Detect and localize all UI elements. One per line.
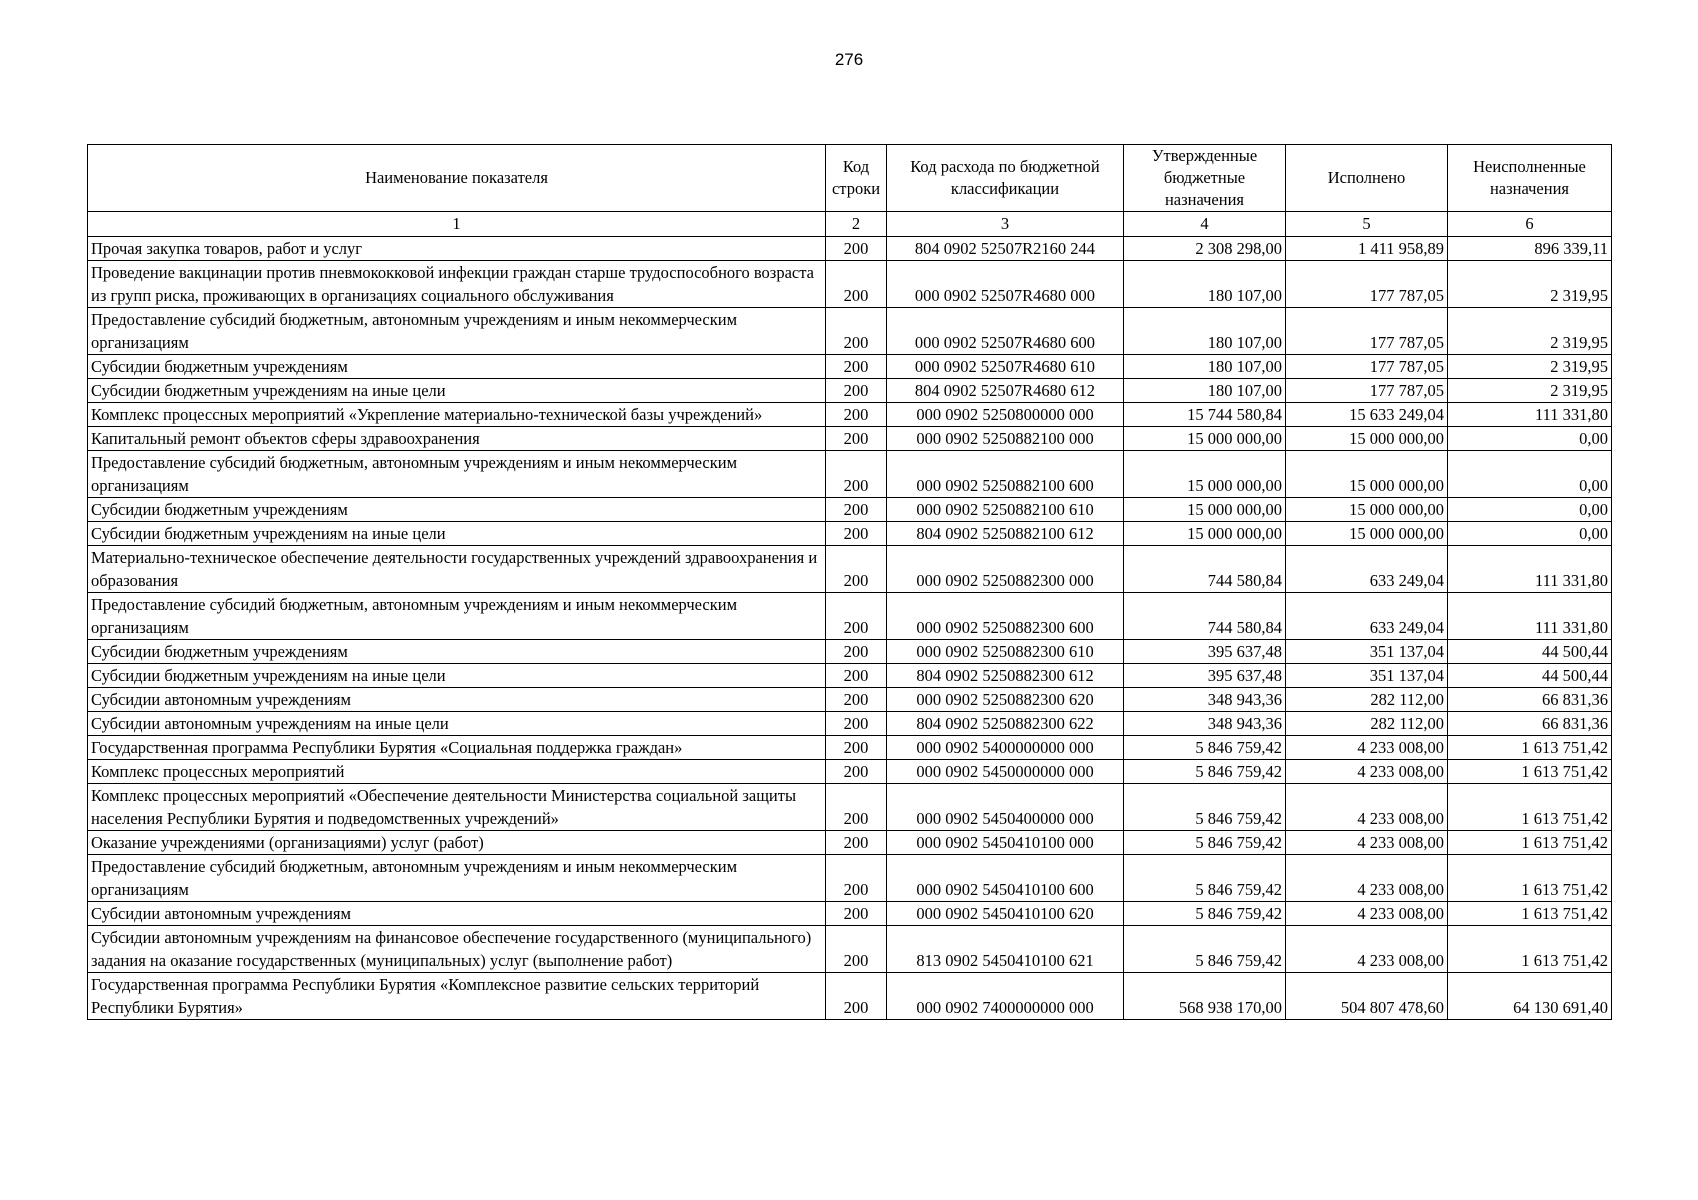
column-number: 3: [887, 212, 1124, 237]
header-executed: Исполнено: [1286, 145, 1448, 212]
budget-code-cell: 804 0902 52507R2160 244: [887, 237, 1124, 261]
table-row: [88, 403, 1612, 427]
approved-amount-cell: 744 580,84: [1124, 593, 1286, 640]
indicator-name-cell: Капитальный ремонт объектов сферы здравоохранения: [88, 427, 826, 451]
indicator-name-cell: Комплекс процессных мероприятий «Укрепление материально-технической базы учреждений»: [88, 403, 826, 427]
budget-code-cell: 000 0902 5450410100 600: [887, 855, 1124, 902]
unexecuted-amount-cell: 0,00: [1448, 498, 1612, 522]
approved-amount-cell: 5 846 759,42: [1124, 760, 1286, 784]
executed-amount-cell: 633 249,04: [1286, 546, 1448, 593]
approved-amount-cell: 744 580,84: [1124, 546, 1286, 593]
table-row: [88, 451, 1612, 498]
approved-amount-cell: 5 846 759,42: [1124, 831, 1286, 855]
executed-amount-cell: 282 112,00: [1286, 688, 1448, 712]
indicator-name-cell: Субсидии бюджетным учреждениям на иные цели: [88, 522, 826, 546]
table-row: [88, 427, 1612, 451]
indicator-name-cell: Субсидии автономным учреждениям на финансовое обеспечение государственного (муниципального) задания на оказание государственных (муниципальных) услуг (выполнение работ): [88, 926, 826, 973]
table-row: [88, 712, 1612, 736]
line-code-cell: 200: [826, 831, 887, 855]
executed-amount-cell: 4 233 008,00: [1286, 855, 1448, 902]
approved-amount-cell: 5 846 759,42: [1124, 902, 1286, 926]
executed-amount-cell: 15 000 000,00: [1286, 451, 1448, 498]
budget-code-cell: 804 0902 52507R4680 612: [887, 379, 1124, 403]
indicator-name-cell: Субсидии автономным учреждениям: [88, 688, 826, 712]
unexecuted-amount-cell: 2 319,95: [1448, 355, 1612, 379]
indicator-name-cell: Комплекс процессных мероприятий «Обеспечение деятельности Министерства социальной защиты населения Республики Бурятия и подведомственных учреждений»: [88, 784, 826, 831]
executed-amount-cell: 4 233 008,00: [1286, 926, 1448, 973]
executed-amount-cell: 15 000 000,00: [1286, 498, 1448, 522]
line-code-cell: 200: [826, 973, 887, 1020]
indicator-name-cell: Государственная программа Республики Бурятия «Комплексное развитие сельских территорий Республики Бурятия»: [88, 973, 826, 1020]
unexecuted-amount-cell: 64 130 691,40: [1448, 973, 1612, 1020]
unexecuted-amount-cell: 2 319,95: [1448, 261, 1612, 308]
approved-amount-cell: 15 744 580,84: [1124, 403, 1286, 427]
table-row: [88, 261, 1612, 308]
indicator-name-cell: Субсидии бюджетным учреждениям на иные цели: [88, 379, 826, 403]
indicator-name-cell: Комплекс процессных мероприятий: [88, 760, 826, 784]
executed-amount-cell: 177 787,05: [1286, 261, 1448, 308]
line-code-cell: 200: [826, 308, 887, 355]
approved-amount-cell: 180 107,00: [1124, 308, 1286, 355]
line-code-cell: 200: [826, 855, 887, 902]
line-code-cell: 200: [826, 427, 887, 451]
executed-amount-cell: 177 787,05: [1286, 379, 1448, 403]
line-code-cell: 200: [826, 522, 887, 546]
indicator-name-cell: Субсидии бюджетным учреждениям: [88, 498, 826, 522]
line-code-cell: 200: [826, 784, 887, 831]
budget-code-cell: 000 0902 5450410100 000: [887, 831, 1124, 855]
budget-code-cell: 000 0902 7400000000 000: [887, 973, 1124, 1020]
table-row: [88, 902, 1612, 926]
line-code-cell: 200: [826, 664, 887, 688]
approved-amount-cell: 180 107,00: [1124, 261, 1286, 308]
column-number: 1: [88, 212, 826, 237]
approved-amount-cell: 395 637,48: [1124, 664, 1286, 688]
approved-amount-cell: 15 000 000,00: [1124, 427, 1286, 451]
approved-amount-cell: 5 846 759,42: [1124, 926, 1286, 973]
executed-amount-cell: 15 000 000,00: [1286, 522, 1448, 546]
approved-amount-cell: 180 107,00: [1124, 355, 1286, 379]
executed-amount-cell: 504 807 478,60: [1286, 973, 1448, 1020]
indicator-name-cell: Предоставление субсидий бюджетным, автономным учреждениям и иным некоммерческим организациям: [88, 855, 826, 902]
approved-amount-cell: 15 000 000,00: [1124, 498, 1286, 522]
line-code-cell: 200: [826, 902, 887, 926]
table-row: [88, 688, 1612, 712]
indicator-name-cell: Оказание учреждениями (организациями) услуг (работ): [88, 831, 826, 855]
unexecuted-amount-cell: 896 339,11: [1448, 237, 1612, 261]
budget-code-cell: 000 0902 5250882300 000: [887, 546, 1124, 593]
executed-amount-cell: 633 249,04: [1286, 593, 1448, 640]
unexecuted-amount-cell: 111 331,80: [1448, 593, 1612, 640]
executed-amount-cell: 15 633 249,04: [1286, 403, 1448, 427]
indicator-name-cell: Субсидии автономным учреждениям: [88, 902, 826, 926]
unexecuted-amount-cell: 1 613 751,42: [1448, 736, 1612, 760]
executed-amount-cell: 4 233 008,00: [1286, 760, 1448, 784]
budget-code-cell: 000 0902 5250882300 620: [887, 688, 1124, 712]
unexecuted-amount-cell: 0,00: [1448, 522, 1612, 546]
table-row: [88, 855, 1612, 902]
budget-code-cell: 000 0902 5250882100 610: [887, 498, 1124, 522]
executed-amount-cell: 351 137,04: [1286, 640, 1448, 664]
line-code-cell: 200: [826, 760, 887, 784]
approved-amount-cell: 5 846 759,42: [1124, 855, 1286, 902]
column-number: 4: [1124, 212, 1286, 237]
budget-code-cell: 804 0902 5250882100 612: [887, 522, 1124, 546]
indicator-name-cell: Предоставление субсидий бюджетным, автономным учреждениям и иным некоммерческим организациям: [88, 593, 826, 640]
table-row: [88, 237, 1612, 261]
header-approved: Утвержденные бюджетные назначения: [1124, 145, 1286, 212]
line-code-cell: 200: [826, 688, 887, 712]
budget-code-cell: 000 0902 5250882100 600: [887, 451, 1124, 498]
budget-code-cell: 000 0902 5450410100 620: [887, 902, 1124, 926]
line-code-cell: 200: [826, 379, 887, 403]
unexecuted-amount-cell: 0,00: [1448, 427, 1612, 451]
budget-code-cell: 000 0902 52507R4680 600: [887, 308, 1124, 355]
executed-amount-cell: 351 137,04: [1286, 664, 1448, 688]
approved-amount-cell: 348 943,36: [1124, 712, 1286, 736]
table-row: [88, 784, 1612, 831]
table-row: [88, 546, 1612, 593]
table-row: [88, 760, 1612, 784]
line-code-cell: 200: [826, 640, 887, 664]
approved-amount-cell: 180 107,00: [1124, 379, 1286, 403]
unexecuted-amount-cell: 1 613 751,42: [1448, 926, 1612, 973]
budget-code-cell: 804 0902 5250882300 612: [887, 664, 1124, 688]
unexecuted-amount-cell: 44 500,44: [1448, 640, 1612, 664]
column-number: 2: [826, 212, 887, 237]
table-row: [88, 522, 1612, 546]
unexecuted-amount-cell: 111 331,80: [1448, 546, 1612, 593]
approved-amount-cell: 15 000 000,00: [1124, 522, 1286, 546]
table-row: [88, 736, 1612, 760]
budget-code-cell: 000 0902 52507R4680 610: [887, 355, 1124, 379]
executed-amount-cell: 1 411 958,89: [1286, 237, 1448, 261]
indicator-name-cell: Материально-техническое обеспечение деятельности государственных учреждений здравоохранения и образования: [88, 546, 826, 593]
executed-amount-cell: 4 233 008,00: [1286, 736, 1448, 760]
table-body: [88, 237, 1612, 1020]
indicator-name-cell: Проведение вакцинации против пневмококковой инфекции граждан старше трудоспособного возраста из групп риска, проживающих в организациях социального обслуживания: [88, 261, 826, 308]
header-budget-code: Код расхода по бюджетной классификации: [887, 145, 1124, 212]
executed-amount-cell: 282 112,00: [1286, 712, 1448, 736]
line-code-cell: 200: [826, 546, 887, 593]
unexecuted-amount-cell: 2 319,95: [1448, 379, 1612, 403]
unexecuted-amount-cell: 66 831,36: [1448, 688, 1612, 712]
unexecuted-amount-cell: 1 613 751,42: [1448, 855, 1612, 902]
budget-execution-table: [87, 144, 1612, 1020]
approved-amount-cell: 2 308 298,00: [1124, 237, 1286, 261]
line-code-cell: 200: [826, 261, 887, 308]
indicator-name-cell: Предоставление субсидий бюджетным, автономным учреждениям и иным некоммерческим организациям: [88, 308, 826, 355]
table-row: [88, 664, 1612, 688]
approved-amount-cell: 395 637,48: [1124, 640, 1286, 664]
line-code-cell: 200: [826, 736, 887, 760]
executed-amount-cell: 4 233 008,00: [1286, 902, 1448, 926]
executed-amount-cell: 177 787,05: [1286, 308, 1448, 355]
table-row: [88, 926, 1612, 973]
executed-amount-cell: 15 000 000,00: [1286, 427, 1448, 451]
unexecuted-amount-cell: 1 613 751,42: [1448, 760, 1612, 784]
line-code-cell: 200: [826, 237, 887, 261]
column-number: 6: [1448, 212, 1612, 237]
line-code-cell: 200: [826, 926, 887, 973]
approved-amount-cell: 348 943,36: [1124, 688, 1286, 712]
approved-amount-cell: 5 846 759,42: [1124, 736, 1286, 760]
line-code-cell: 200: [826, 451, 887, 498]
page-number: 276: [834, 50, 864, 69]
unexecuted-amount-cell: 1 613 751,42: [1448, 784, 1612, 831]
unexecuted-amount-cell: 111 331,80: [1448, 403, 1612, 427]
unexecuted-amount-cell: 1 613 751,42: [1448, 831, 1612, 855]
budget-code-cell: 000 0902 5250882300 600: [887, 593, 1124, 640]
budget-code-cell: 000 0902 5250800000 000: [887, 403, 1124, 427]
indicator-name-cell: Субсидии бюджетным учреждениям: [88, 355, 826, 379]
budget-code-cell: 000 0902 5450000000 000: [887, 760, 1124, 784]
table-row: [88, 593, 1612, 640]
budget-code-cell: 000 0902 52507R4680 000: [887, 261, 1124, 308]
budget-code-cell: 804 0902 5250882300 622: [887, 712, 1124, 736]
approved-amount-cell: 15 000 000,00: [1124, 451, 1286, 498]
unexecuted-amount-cell: 0,00: [1448, 451, 1612, 498]
budget-code-cell: 813 0902 5450410100 621: [887, 926, 1124, 973]
indicator-name-cell: Субсидии бюджетным учреждениям: [88, 640, 826, 664]
indicator-name-cell: Субсидии автономным учреждениям на иные цели: [88, 712, 826, 736]
indicator-name-cell: Государственная программа Республики Бурятия «Социальная поддержка граждан»: [88, 736, 826, 760]
table-row: [88, 973, 1612, 1020]
table-row: [88, 308, 1612, 355]
table-row: [88, 355, 1612, 379]
table-row: [88, 640, 1612, 664]
unexecuted-amount-cell: 1 613 751,42: [1448, 902, 1612, 926]
budget-code-cell: 000 0902 5450400000 000: [887, 784, 1124, 831]
table-row: [88, 831, 1612, 855]
line-code-cell: 200: [826, 355, 887, 379]
line-code-cell: 200: [826, 403, 887, 427]
approved-amount-cell: 5 846 759,42: [1124, 784, 1286, 831]
budget-code-cell: 000 0902 5400000000 000: [887, 736, 1124, 760]
unexecuted-amount-cell: 66 831,36: [1448, 712, 1612, 736]
header-indicator-name: Наименование показателя: [88, 145, 826, 212]
executed-amount-cell: 177 787,05: [1286, 355, 1448, 379]
executed-amount-cell: 4 233 008,00: [1286, 784, 1448, 831]
line-code-cell: 200: [826, 498, 887, 522]
executed-amount-cell: 4 233 008,00: [1286, 831, 1448, 855]
header-unexecuted: Неисполненные назначения: [1448, 145, 1612, 212]
unexecuted-amount-cell: 44 500,44: [1448, 664, 1612, 688]
budget-code-cell: 000 0902 5250882300 610: [887, 640, 1124, 664]
indicator-name-cell: Прочая закупка товаров, работ и услуг: [88, 237, 826, 261]
indicator-name-cell: Субсидии бюджетным учреждениям на иные цели: [88, 664, 826, 688]
line-code-cell: 200: [826, 712, 887, 736]
indicator-name-cell: Предоставление субсидий бюджетным, автономным учреждениям и иным некоммерческим организациям: [88, 451, 826, 498]
header-line-code: Код строки: [826, 145, 887, 212]
approved-amount-cell: 568 938 170,00: [1124, 973, 1286, 1020]
table-row: [88, 498, 1612, 522]
table-row: [88, 379, 1612, 403]
column-number: 5: [1286, 212, 1448, 237]
unexecuted-amount-cell: 2 319,95: [1448, 308, 1612, 355]
budget-code-cell: 000 0902 5250882100 000: [887, 427, 1124, 451]
line-code-cell: 200: [826, 593, 887, 640]
